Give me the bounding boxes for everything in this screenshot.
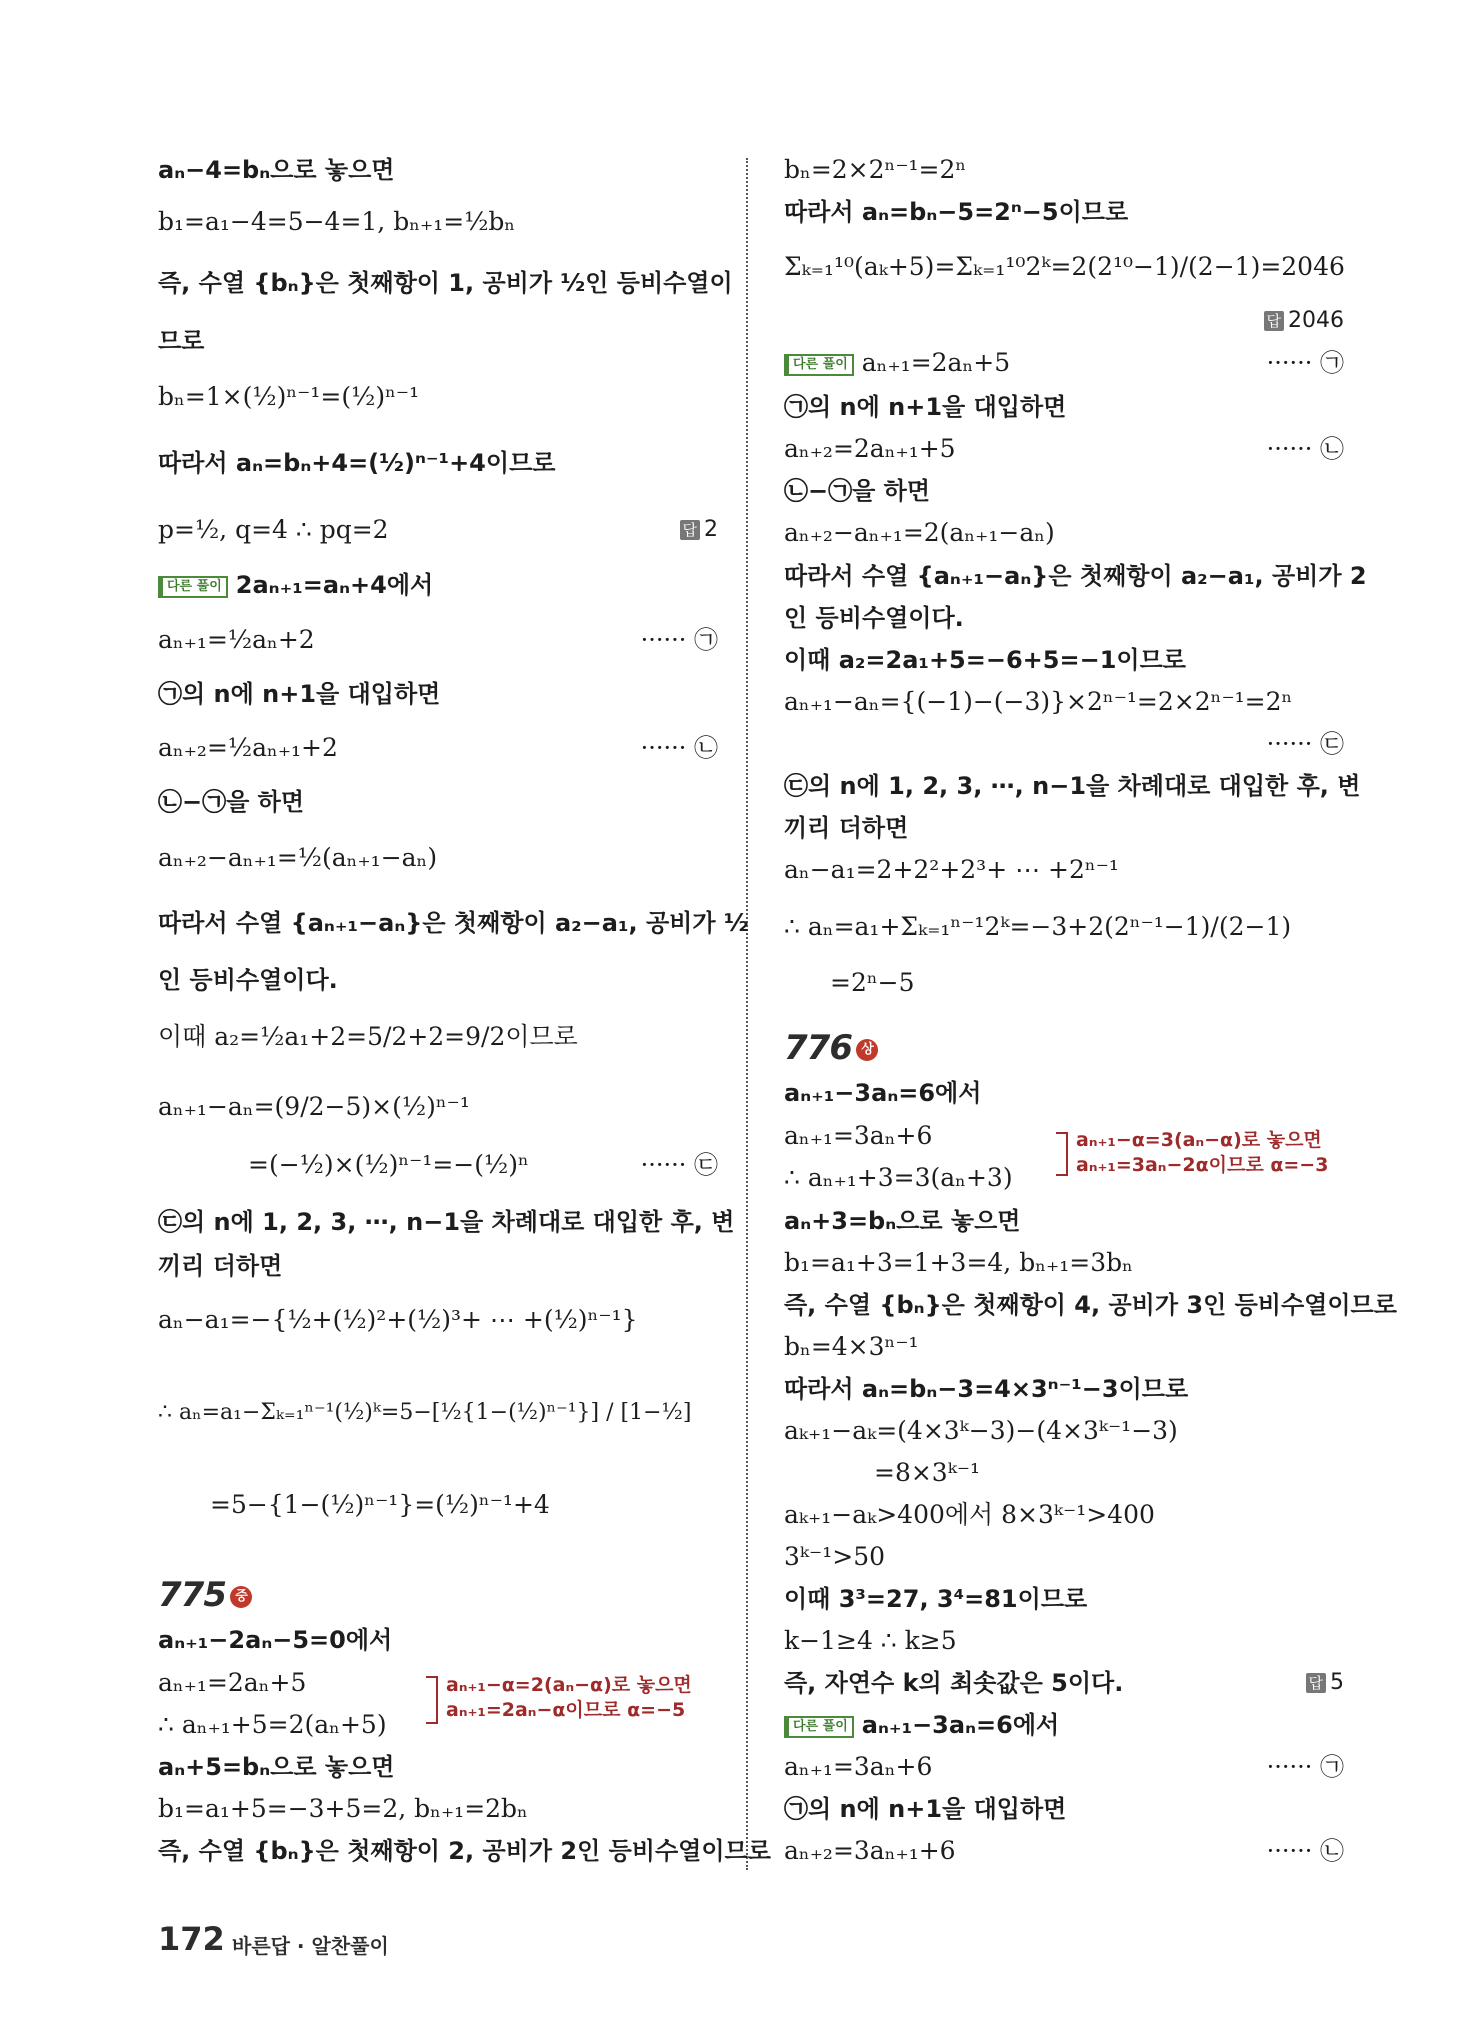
solution-line: =2ⁿ−5 <box>830 968 915 997</box>
solution-text: 2aₙ₊₁=aₙ+4에서 <box>235 571 434 599</box>
solution-line: 므로 <box>158 327 205 355</box>
solution-line: aₙ+5=bₙ으로 놓으면 <box>158 1753 395 1781</box>
equation-marker: ······ ㉡ <box>1266 435 1344 463</box>
solution-line <box>784 1668 1344 1698</box>
solution-line: =5−{1−(½)ⁿ⁻¹}=(½)ⁿ⁻¹+4 <box>210 1490 550 1519</box>
column-divider <box>746 158 748 1870</box>
solution-text: aₙ₊₁=½aₙ+2 <box>158 625 315 654</box>
solution-line: 이때 a₂=½a₁+2=5/2+2=9/2이므로 <box>158 1022 578 1051</box>
solution-line: aₙ₊₂−aₙ₊₁=2(aₙ₊₁−aₙ) <box>784 518 1055 547</box>
solution-line: 끼리 더하면 <box>784 814 909 842</box>
solution-line: ∴ aₙ₊₁+5=2(aₙ+5) <box>158 1710 387 1739</box>
equation-marker: ······ ㉢ <box>640 1151 718 1179</box>
solution-line: ㉡−㉠을 하면 <box>784 477 931 505</box>
solution-text: aₙ₊₁=3aₙ+6 <box>784 1752 933 1781</box>
side-note: aₙ₊₁=3aₙ−2α이므로 α=−3 <box>1076 1154 1329 1176</box>
page-number: 172 <box>158 1920 225 1958</box>
solution-text: aₙ₊₂=3aₙ₊₁+6 <box>784 1836 956 1865</box>
solution-line: 따라서 aₙ=bₙ+4=(½)ⁿ⁻¹+4이므로 <box>158 449 556 477</box>
footer-section-title: 바른답 · 알찬풀이 <box>232 1934 389 1958</box>
solution-line: 3ᵏ⁻¹>50 <box>784 1542 886 1571</box>
solution-line: ∴ aₙ=a₁−Σₖ₌₁ⁿ⁻¹(½)ᵏ=5−[½{1−(½)ⁿ⁻¹}] / [1−½] <box>158 1400 692 1425</box>
solution-line <box>158 625 718 655</box>
solution-line: aₖ₊₁−aₖ>400에서 8×3ᵏ⁻¹>400 <box>784 1500 1155 1529</box>
solution-line: 즉, 수열 {bₙ}은 첫째항이 4, 공비가 3인 등비수열이므로 <box>784 1291 1397 1319</box>
problem-number-text: 776 <box>784 1028 852 1068</box>
alt-solution-label: 다른 풀이 <box>158 576 228 598</box>
note-bracket <box>426 1676 438 1724</box>
solution-text: =(−½)×(½)ⁿ⁻¹=−(½)ⁿ <box>248 1150 529 1179</box>
solution-text: p=½, q=4 ∴ pq=2 <box>158 515 389 544</box>
solution-line <box>158 515 718 545</box>
solution-line: bₙ=1×(½)ⁿ⁻¹=(½)ⁿ⁻¹ <box>158 382 420 411</box>
solution-line: 즉, 수열 {bₙ}은 첫째항이 1, 공비가 ½인 등비수열이 <box>158 269 733 297</box>
solution-line: b₁=a₁+3=1+3=4, bₙ₊₁=3bₙ <box>784 1248 1133 1277</box>
solution-line: ㉡−㉠을 하면 <box>158 788 305 816</box>
solution-line: ㉢의 n에 1, 2, 3, ⋯, n−1을 차례대로 대입한 후, 변 <box>158 1208 735 1236</box>
solution-line: aₙ₊₁−aₙ=(9/2−5)×(½)ⁿ⁻¹ <box>158 1092 470 1121</box>
difficulty-badge: 중 <box>230 1586 252 1608</box>
solution-line: 따라서 수열 {aₙ₊₁−aₙ}은 첫째항이 a₂−a₁, 공비가 2 <box>784 562 1367 590</box>
solution-line: b₁=a₁−4=5−4=1, bₙ₊₁=½bₙ <box>158 207 516 236</box>
solution-line: aₙ₊₁−3aₙ=6에서 <box>784 1079 982 1107</box>
solution-line: aₙ−a₁=−{½+(½)²+(½)³+ ⋯ +(½)ⁿ⁻¹} <box>158 1305 638 1334</box>
answer-value: 5 <box>1330 1670 1344 1695</box>
solution-line: aₙ₊₂−aₙ₊₁=½(aₙ₊₁−aₙ) <box>158 843 438 872</box>
solution-line: bₙ=4×3ⁿ⁻¹ <box>784 1332 919 1361</box>
solution-line: ∴ aₙ=a₁+Σₖ₌₁ⁿ⁻¹2ᵏ=−3+2(2ⁿ⁻¹−1)/(2−1) <box>784 912 1292 941</box>
solution-line: aₖ₊₁−aₖ=(4×3ᵏ−3)−(4×3ᵏ⁻¹−3) <box>784 1416 1178 1445</box>
difficulty-badge: 상 <box>856 1039 878 1061</box>
solution-line: 인 등비수열이다. <box>158 966 338 994</box>
side-note: aₙ₊₁−α=3(aₙ−α)로 놓으면 <box>1076 1129 1322 1151</box>
equation-marker: ······ ㉠ <box>640 626 718 654</box>
solution-line <box>784 1752 1344 1782</box>
solution-line: b₁=a₁+5=−3+5=2, bₙ₊₁=2bₙ <box>158 1794 528 1823</box>
alt-solution-label: 다른 풀이 <box>784 1716 854 1738</box>
equation-marker: ······ ㉠ <box>1266 1753 1344 1781</box>
solution-line <box>158 733 718 763</box>
solution-text: aₙ₊₁−3aₙ=6에서 <box>861 1711 1060 1739</box>
solution-line: k−1≥4 ∴ k≥5 <box>784 1626 957 1655</box>
solution-line: ∴ aₙ₊₁+3=3(aₙ+3) <box>784 1163 1013 1192</box>
solution-text: 즉, 자연수 k의 최솟값은 5이다. <box>784 1669 1124 1697</box>
solution-text: aₙ₊₂=2aₙ₊₁+5 <box>784 434 956 463</box>
side-note: aₙ₊₁=2aₙ−α이므로 α=−5 <box>446 1699 686 1721</box>
solution-line: 따라서 aₙ=bₙ−5=2ⁿ−5이므로 <box>784 198 1129 226</box>
solution-line: 인 등비수열이다. <box>784 604 964 632</box>
equation-marker: ······ ㉡ <box>640 734 718 762</box>
solution-line: ㉠의 n에 n+1을 대입하면 <box>158 680 441 708</box>
solution-line: =8×3ᵏ⁻¹ <box>874 1458 981 1487</box>
solution-line: aₙ−a₁=2+2²+2³+ ⋯ +2ⁿ⁻¹ <box>784 855 1119 884</box>
solution-line <box>784 1836 1344 1866</box>
side-note: aₙ₊₁−α=2(aₙ−α)로 놓으면 <box>446 1674 692 1696</box>
solution-line: ㉢의 n에 1, 2, 3, ⋯, n−1을 차례대로 대입한 후, 변 <box>784 772 1361 800</box>
solution-line: bₙ=2×2ⁿ⁻¹=2ⁿ <box>784 155 967 184</box>
solution-line: aₙ₊₁−2aₙ−5=0에서 <box>158 1626 393 1654</box>
answer-icon: 답 <box>680 520 701 540</box>
alt-solution-line <box>784 348 1344 378</box>
problem-number <box>784 1028 878 1068</box>
solution-line: ㉠의 n에 n+1을 대입하면 <box>784 1795 1067 1823</box>
solution-text: aₙ₊₂=½aₙ₊₁+2 <box>158 733 338 762</box>
solution-line: ㉠의 n에 n+1을 대입하면 <box>784 393 1067 421</box>
solution-line: 따라서 수열 {aₙ₊₁−aₙ}은 첫째항이 a₂−a₁, 공비가 ½ <box>158 909 749 937</box>
solution-line: 즉, 수열 {bₙ}은 첫째항이 2, 공비가 2인 등비수열이므로 <box>158 1837 771 1865</box>
solution-line: aₙ−4=bₙ으로 놓으면 <box>158 156 395 184</box>
equation-marker: ······ ㉢ <box>1266 730 1344 758</box>
solution-line <box>784 434 1344 464</box>
solution-line: Σₖ₌₁¹⁰(aₖ+5)=Σₖ₌₁¹⁰2ᵏ=2(2¹⁰−1)/(2−1)=2046 <box>784 252 1345 281</box>
solution-line: 끼리 더하면 <box>158 1252 283 1280</box>
answer <box>680 515 719 545</box>
answer-value: 2046 <box>1288 308 1344 333</box>
solution-line: aₙ₊₁−aₙ={(−1)−(−3)}×2ⁿ⁻¹=2×2ⁿ⁻¹=2ⁿ <box>784 687 1293 716</box>
answer-icon: 답 <box>1264 311 1285 331</box>
note-bracket <box>1056 1132 1068 1176</box>
answer-value: 2 <box>704 517 718 542</box>
solution-line: aₙ₊₁=3aₙ+6 <box>784 1121 933 1150</box>
problem-number-text: 775 <box>158 1575 226 1615</box>
solution-line: 이때 a₂=2a₁+5=−6+5=−1이므로 <box>784 646 1186 674</box>
solution-line: aₙ+3=bₙ으로 놓으면 <box>784 1207 1021 1235</box>
equation-marker: ······ ㉡ <box>1266 1837 1344 1865</box>
solution-line: aₙ₊₁=2aₙ+5 <box>158 1668 307 1697</box>
solution-line <box>158 1150 718 1180</box>
equation-marker: ······ ㉠ <box>1266 349 1344 377</box>
solution-text: aₙ₊₁=2aₙ+5 <box>861 348 1011 377</box>
answer <box>1264 306 1345 336</box>
problem-number <box>158 1575 252 1615</box>
alt-solution-line <box>784 1710 1059 1740</box>
solution-line: 따라서 aₙ=bₙ−3=4×3ⁿ⁻¹−3이므로 <box>784 1375 1189 1403</box>
solution-line: 이때 3³=27, 3⁴=81이므로 <box>784 1585 1088 1613</box>
alt-solution-line <box>158 570 433 600</box>
answer-icon: 답 <box>1306 1673 1327 1693</box>
answer <box>1306 1668 1345 1698</box>
alt-solution-label: 다른 풀이 <box>784 354 854 376</box>
